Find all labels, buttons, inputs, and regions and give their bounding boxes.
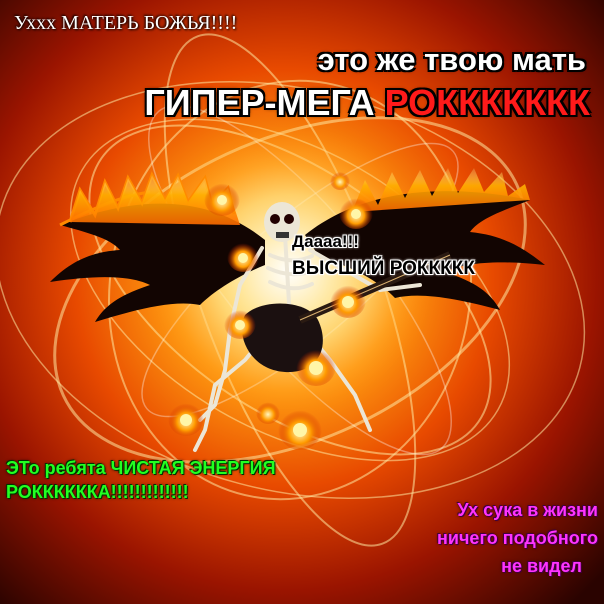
reaction-caption-line-2: ничего подобного [437, 528, 598, 548]
reaction-caption-line-3: не видел [501, 556, 582, 576]
energy-caption-line-1 [6, 458, 276, 479]
header-caption: Уххх МАТЕРЬ БОЖЬЯ!!!! [14, 12, 238, 34]
reaction-caption-line-1: Ух сука в жизни [457, 500, 598, 520]
energy-caption-line-2: РОККККККА!!!!!!!!!!!!! [6, 482, 189, 502]
title-highlight: РОККККККК [384, 82, 590, 123]
energy-caption-part-1: ЭТо ребята [6, 458, 106, 478]
speech-line-2: ВЫСШИЙ РОККККК [292, 258, 475, 279]
speech-line-1: Даааа!!! [292, 232, 359, 251]
title-caption [144, 82, 590, 124]
title-prefix: ГИПЕР-МЕГА [144, 82, 375, 123]
energy-caption-part-2: ЧИСТАЯ ЭНЕРГИЯ [110, 458, 276, 478]
subtitle-caption: это же твою мать [317, 42, 586, 77]
